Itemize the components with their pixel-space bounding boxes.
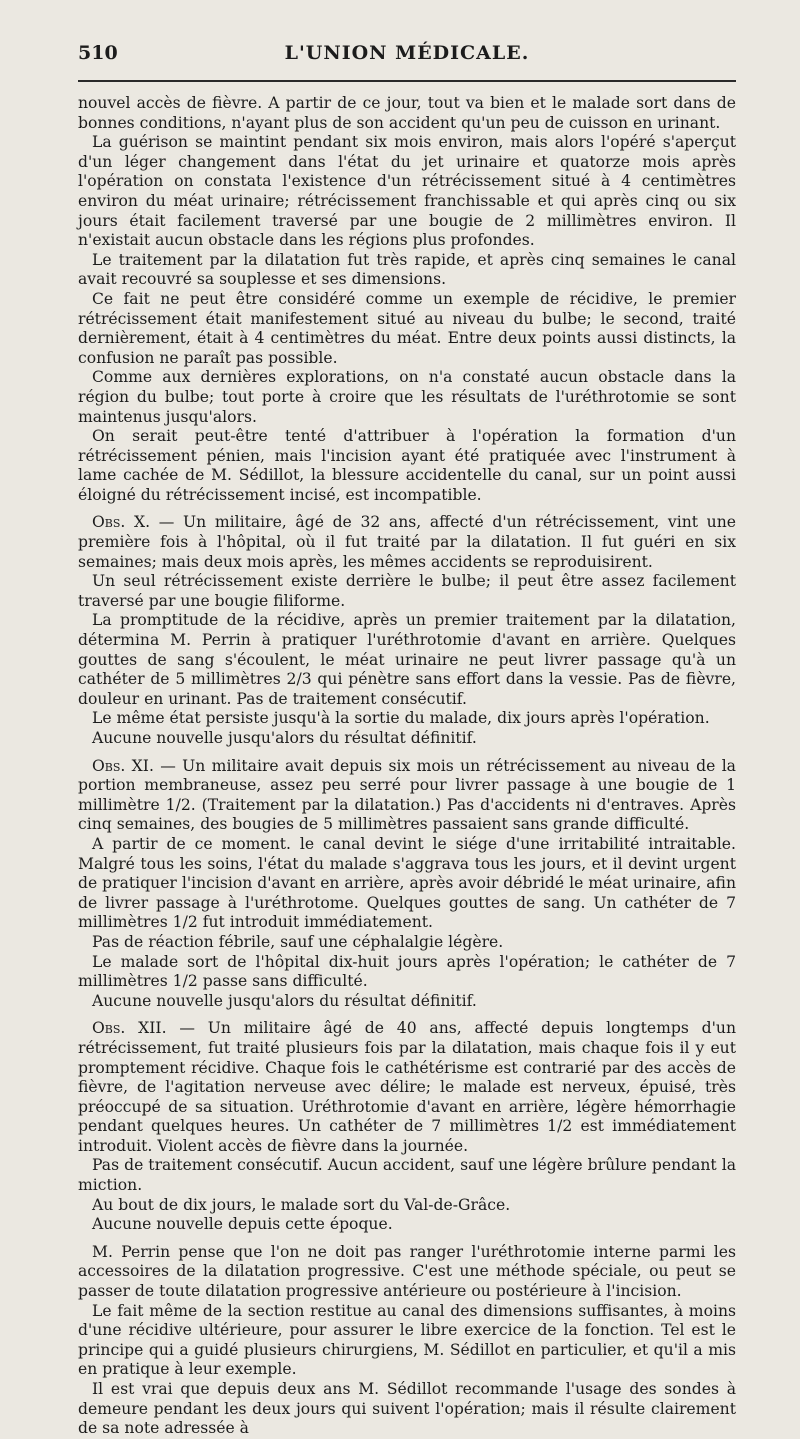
observation-paragraph: Obs. X. — Un militaire, âgé de 32 ans, affecté d'un rétrécissement, vint une première fois à l'hôpital, où il fut traité par la dilatation. Il fut guéri en six semaines; mais deux mois après, les mêmes accidents se reproduisirent. xyxy=(78,513,736,571)
paragraph: Pas de réaction fébrile, sauf une céphalalgie légère. xyxy=(92,932,504,951)
header-rule xyxy=(78,80,736,82)
observation-paragraph: Obs. XI. — Un militaire avait depuis six mois un rétrécissement au niveau de la portion membraneuse, assez peu serré pour livrer passage à une bougie de 1 millimètre 1/2. (Traitement par la dilatation.) Pas d'accidents ni d'entraves. Après cinq semaines, des bougies de 5 millimètres passaient sans grande difficulté. xyxy=(78,756,736,834)
paragraph: Le malade sort de l'hôpital dix-huit jours après l'opération; le cathéter de 7 millimètres 1/2 passe sans difficulté. xyxy=(78,952,736,991)
paragraph: Un seul rétrécissement existe derrière le bulbe; il peut être assez facilement traversé par une bougie filiforme. xyxy=(78,572,736,610)
observation-label: Obs. X. xyxy=(92,513,151,532)
paragraph: Aucune nouvelle depuis cette époque. xyxy=(92,1215,393,1234)
paragraph: La guérison se maintint pendant six mois environ, mais alors l'opéré s'aperçut d'un léger changement dans l'état du jet urinaire et quatorze mois après l'opération on constata l'existence d'un rétrécissement situé à 4 centimètres environ du méat urinaire; rétrécissement franchissable et qui après cinq ou six jours était facilement traversé par une bougie de 2 millimètres environ. Il n'existait aucun obstacle dans les régions plus profondes. xyxy=(78,133,736,250)
paragraph: Aucune nouvelle jusqu'alors du résultat définitif. xyxy=(92,729,477,747)
paragraph: Aucune nouvelle jusqu'alors du résultat définitif. xyxy=(92,991,477,1010)
page-number: 510 xyxy=(78,42,118,64)
paragraph: La promptitude de la récidive, après un premier traitement par la dilatation, détermina M. Perrin à pratiquer l'uréthrotomie d'avant en arrière. Quelques gouttes de sang s'écoulent, le méat urinaire ne peut livrer passage qu'à un cathéter de 5 millimètres 2/3 qui pénètre sans effort dans la vessie. Pas de fièvre, douleur en urinant. Pas de traitement consécutif. xyxy=(78,611,736,708)
paragraph: Ce fait ne peut être considéré comme un exemple de récidive, le premier rétrécissement était manifestement situé au niveau du bulbe; le second, traité dernièrement, était à 4 centimètres du méat. Entre deux points aussi distincts, la confusion ne paraît pas possible. xyxy=(78,289,736,367)
paragraph: Pas de traitement consécutif. Aucun accident, sauf une légère brûlure pendant la miction. xyxy=(78,1156,736,1195)
observation-label: Obs. XI. xyxy=(92,756,154,775)
paragraph: Le fait même de la section restitue au canal des dimensions suffisantes, à moins d'une récidive ultérieure, pour assurer le libre exercice de la fonction. Tel est le principe qui a guidé plusieurs chirurgiens, M. Sédillot en particulier, et qu'il a mis en pratique à leur exemple. xyxy=(78,1301,736,1379)
observation-label: Obs. XII. xyxy=(92,1019,167,1038)
paragraph: Au bout de dix jours, le malade sort du Val-de-Grâce. xyxy=(92,1195,511,1214)
body-text xyxy=(78,94,736,1439)
paragraph: Il est vrai que depuis deux ans M. Sédillot recommande l'usage des sondes à demeure pendant les deux jours qui suivent l'opération; mais il résulte clairement de sa note adressée à xyxy=(78,1380,736,1438)
paragraph: Le même état persiste jusqu'à la sortie du malade, dix jours après l'opération. xyxy=(92,709,710,728)
paragraph: A partir de ce moment. le canal devint le siége d'une irritabilité intraitable. Malgré tous les soins, l'état du malade s'aggrava tous les jours, et il devint urgent de pratiquer l'incision d'avant en arrière, après avoir débridé le méat urinaire, afin de livrer passage à l'uréthrotome. Quelques gouttes de sang. Un cathéter de 7 millimètres 1/2 fut introduit immédiatement. xyxy=(78,834,736,932)
paragraph: Le traitement par la dilatation fut très rapide, et après cinq semaines le canal avait recouvré sa souplesse et ses dimensions. xyxy=(78,250,736,289)
paragraph: On serait peut-être tenté d'attribuer à l'opération la formation d'un rétrécissement pénien, mais l'incision ayant été pratiquée avec l'instrument à lame cachée de M. Sédillot, la blessure accidentelle du canal, sur un point aussi éloigné du rétrécissement incisé, est incompatible. xyxy=(78,427,736,504)
paragraph: Comme aux dernières explorations, on n'a constaté aucun obstacle dans la région du bulbe; tout porte à croire que les résultats de l'uréthrotomie se sont maintenus jusqu'alors. xyxy=(78,368,736,426)
paragraph: M. Perrin pense que l'on ne doit pas ranger l'uréthrotomie interne parmi les accessoires de la dilatation progressive. C'est une méthode spéciale, ou peut se passer de toute dilatation progressive antérieure ou postérieure à l'incision. xyxy=(78,1242,736,1301)
page-header xyxy=(78,38,736,74)
paragraph: nouvel accès de fièvre. A partir de ce jour, tout va bien et le malade sort dans de bonnes conditions, n'ayant plus de son accident qu'un peu de cuisson en urinant. xyxy=(78,94,736,132)
running-title: L'UNION MÉDICALE. xyxy=(284,42,530,64)
observation-paragraph: Obs. XII. — Un militaire âgé de 40 ans, affecté depuis longtemps d'un rétrécissement, fut traité plusieurs fois par la dilatation, mais chaque fois il y eut promptement récidive. Chaque fois le cathétérisme est contrarié par des accès de fièvre, de l'agitation nerveuse avec délire; le malade est nerveux, épuisé, très préoccupé de sa situation. Uréthrotomie d'avant en arrière, légère hémorrhagie pendant quelques heures. Un cathéter de 7 millimètres 1/2 est immédiatement introduit. Violent accès de fièvre dans la journée. xyxy=(78,1019,736,1155)
